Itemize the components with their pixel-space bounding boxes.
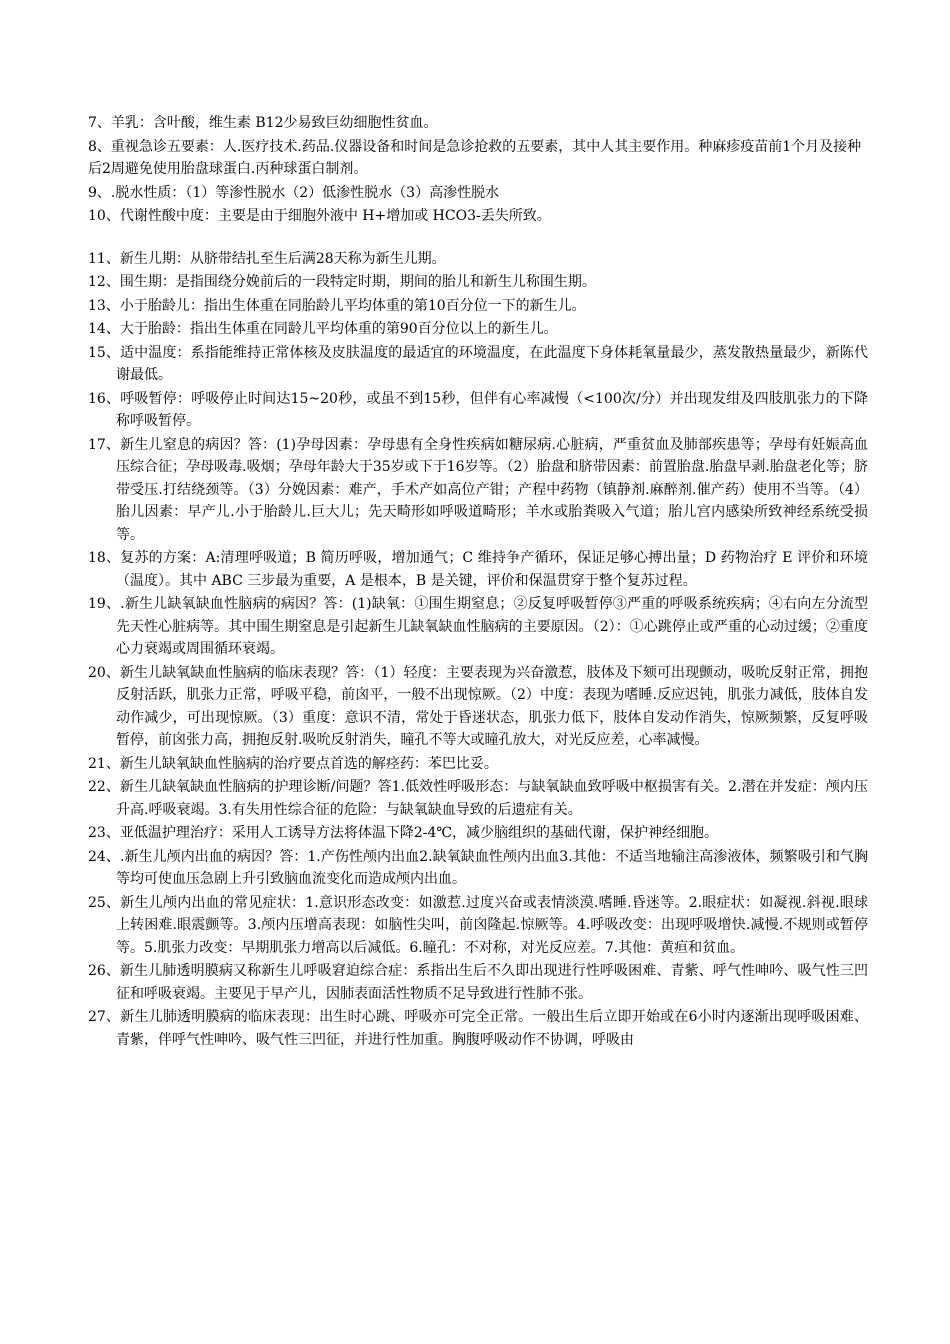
- list-item: 20、新生儿缺氧缺血性脑病的临床表现？答：（1）轻度：主要表现为兴奋激惹，肢体及下颏可出现颤动，吸吮反射正常，拥抱反射活跃，肌张力正常，呼吸平稳，前囟平，一般不出现惊厥。（2）中度：表现为嗜睡.反应迟钝，肌张力减低，肢体自发动作减少，可出现惊厥。（3）重度：意识不清，常处于昏迷状态，肌张力低下，肢体自发动作消失，惊厥频繁，反复呼吸暂停，前囟张力高，拥抱反射.吸吮反射消失，瞳孔不等大或瞳孔放大，对光反应差，心率减慢。: [88, 664, 868, 748]
- list-item: 21、新生儿缺氧缺血性脑病的治疗要点首选的解痉药：苯巴比妥。: [88, 755, 498, 772]
- list-item: 15、适中温度：系指能维持正常体核及皮肤温度的最适宜的环境温度，在此温度下身体耗氧量最少，蒸发散热量最少，新陈代谢最低。: [88, 344, 868, 383]
- document-body: [88, 112, 868, 1052]
- list-item: 7、羊乳：含叶酸，维生素 B12少易致巨幼细胞性贫血。: [88, 115, 438, 131]
- list-item: 16、呼吸暂停：呼吸停止时间达15~20秒，或虽不到15秒，但伴有心率减慢（<100次/分）并出现发绀及四肢肌张力的下降称呼吸暂停。: [88, 390, 868, 429]
- list-item: 22、新生儿缺氧缺血性脑病的护理诊断/问题？答1.低效性呼吸形态：与缺氧缺血致呼吸中枢损害有关。2.潜在并发症：颅内压升高.呼吸衰竭。3.有失用性综合征的危险：与缺氧缺血导致的后遗症有关。: [88, 779, 868, 818]
- list-item: 17、新生儿窒息的病因？答：(1)孕母因素：孕母患有全身性疾病如糖尿病.心脏病，严重贫血及肺部疾患等；孕母有妊娠高血压综合征；孕母吸毒.吸烟；孕母年龄大于35岁或下于16岁等。（2）胎盘和脐带因素：前置胎盘.胎盘早剥.胎盘老化等；脐带受压.打结绕颈等。（3）分娩因素：难产，手术产如高位产钳；产程中药物（镇静剂.麻醉剂.催产药）使用不当等。（4）胎儿因素：早产儿.小于胎龄儿.巨大儿；先天畸形如呼吸道畸形；羊水或胎粪吸入气道；胎儿宫内感染所致神经系统受损等。: [88, 436, 868, 543]
- list-item: 12、围生期：是指围绕分娩前后的一段特定时期，期间的胎儿和新生儿称围生期。: [88, 274, 596, 290]
- list-item: 11、新生儿期：从脐带结扎至生后满28天称为新生儿期。: [88, 250, 446, 267]
- list-item: 26、新生儿肺透明膜病又称新生儿呼吸窘迫综合症：系指出生后不久即出现进行性呼吸困难、青紫、呼气性呻吟、吸气性三凹征和呼吸衰竭。主要见于早产儿，因肺表面活性物质不足导致进行性肺不张。: [88, 963, 868, 1002]
- list-item: 18、复苏的方案：A:清理呼吸道；B 简历呼吸，增加通气；C 维持争产循环，保证足够心搏出量；D 药物治疗 E 评价和环境（温度）。其中 ABC 三步最为重要，A 是根本，B 是关键，评价和保温贯穿于整个复苏过程。: [88, 550, 868, 589]
- list-item: 27、新生儿肺透明膜病的临床表现：出生时心跳、呼吸亦可完全正常。一般出生后立即开始或在6小时内逐渐出现呼吸困难、青紫，伴呼气性呻吟、吸气性三凹征，并进行性加重。胸腹呼吸动作不协调，呼吸由: [88, 1009, 868, 1048]
- section-gap: [88, 229, 868, 248]
- list-item: 10、代谢性酸中度：主要是由于细胞外液中 H+增加或 HCO3-丢失所致。: [88, 208, 551, 224]
- list-item: 8、重视急诊五要素：人.医疗技术.药品.仪器设备和时间是急诊抢救的五要素，其中人其主要作用。种麻疹疫苗前1个月及接种后2周避免使用胎盘球蛋白.丙种球蛋白制剂。: [88, 138, 862, 177]
- list-item: 25、新生儿颅内出血的常见症状：1.意识形态改变：如激惹.过度兴奋或表情淡漠.嗜睡.昏迷等。2.眼症状：如凝视.斜视.眼球上转困难.眼震颤等。3.颅内压增高表现：如脑性尖叫，前囟隆起.惊厥等。4.呼吸改变：出现呼吸增快.减慢.不规则或暂停等。5.肌张力改变：早期肌张力增高以后减低。6.瞳孔：不对称，对光反应差。7.其他：黄疸和贫血。: [88, 894, 868, 956]
- list-item: 23、亚低温护理治疗：采用人工诱导方法将体温下降2-4℃，减少脑组织的基础代谢，保护神经细胞。: [88, 825, 719, 841]
- list-item: 13、小于胎龄儿：指出生体重在同胎龄儿平均体重的第10百分位一下的新生儿。: [88, 297, 586, 314]
- list-item: 9、.脱水性质：（1）等渗性脱水（2）低渗性脱水（3）高渗性脱水: [88, 184, 500, 201]
- list-item: 24、.新生儿颅内出血的病因？答：1.产伤性颅内出血2.缺氧缺血性颅内出血3.其他：不适当地输注高渗液体，频繁吸引和气胸等均可使血压急剧上升引致脑血流变化而造成颅内出血。: [88, 848, 868, 887]
- list-item: 19、.新生儿缺氧缺血性脑病的病因？答：(1)缺氧：①围生期窒息；②反复呼吸暂停③严重的呼吸系统疾病；④右向左分流型先天性心脏病等。其中围生期窒息是引起新生儿缺氧缺血性脑病的主要原因。（2）：①心跳停止或严重的心动过缓；②重度心力衰竭或周围循环衰竭。: [88, 596, 868, 657]
- list-item: 14、大于胎龄：指出生体重在同龄儿平均体重的第90百分位以上的新生儿。: [88, 321, 558, 337]
